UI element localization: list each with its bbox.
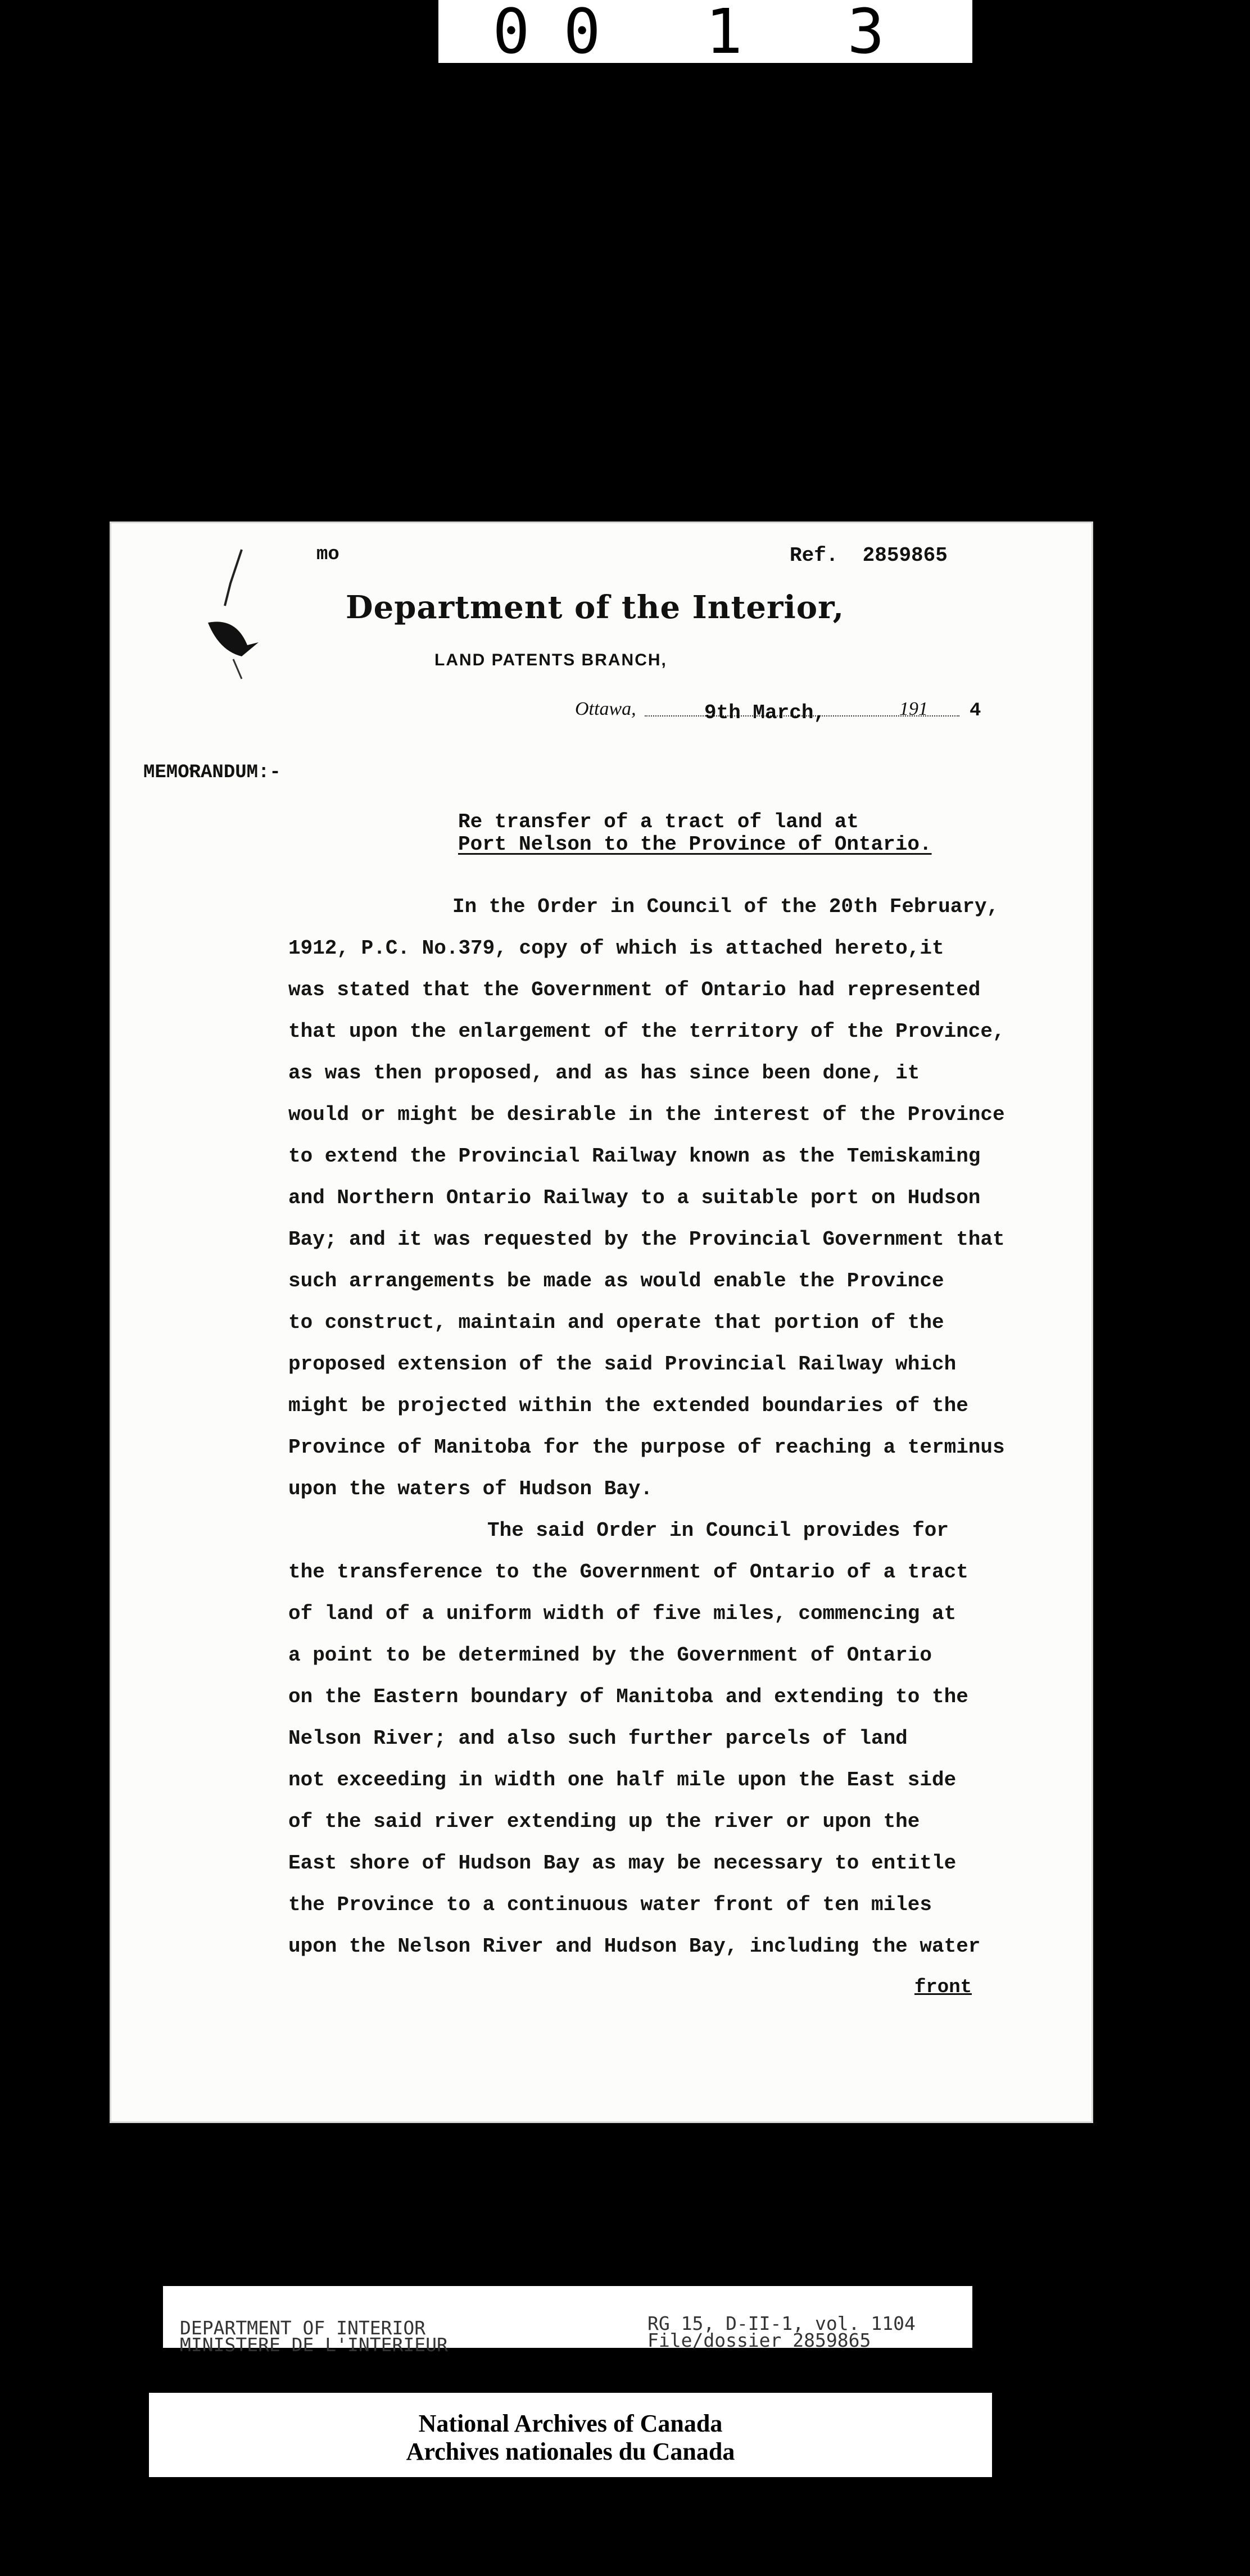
body-line: to extend the Provincial Railway known as the Temiskaming	[288, 1145, 981, 1168]
body-line: Province of Manitoba for the purpose of reaching a terminus	[288, 1436, 1005, 1459]
body-line: East shore of Hudson Bay as may be necessary to entitle	[288, 1852, 957, 1875]
archive-name-banner	[149, 2393, 992, 2477]
archive-reference-label	[163, 2286, 972, 2356]
year-prefix: 191	[899, 699, 928, 719]
subject-line-1: Re transfer of a tract of land at	[458, 810, 859, 833]
branch-heading: LAND PATENTS BRANCH,	[434, 651, 667, 669]
body-line: would or might be desirable in the interest of the Province	[288, 1103, 1005, 1126]
body-line: a point to be determined by the Government of Ontario	[288, 1644, 932, 1667]
body-line: upon the waters of Hudson Bay.	[288, 1477, 653, 1500]
place-label: Ottawa,	[575, 699, 636, 719]
body-line: In the Order in Council of the 20th February,	[452, 895, 999, 918]
memorandum-label: MEMORANDUM:-	[143, 762, 281, 783]
department-label	[180, 2317, 448, 2356]
filing-code: mo	[316, 544, 339, 565]
catchword: front	[914, 1977, 972, 1998]
body-line: the transference to the Government of Ontario of a tract	[288, 1561, 968, 1584]
body-line: not exceeding in width one half mile upon the East side	[288, 1768, 957, 1792]
reference-number	[790, 544, 948, 567]
body-line: the Province to a continuous water front of ten miles	[288, 1893, 932, 1916]
department-heading: Department of the Interior,	[346, 589, 845, 626]
body-line: to construct, maintain and operate that portion of the	[288, 1311, 944, 1334]
body-line: proposed extension of the said Provincial Railway which	[288, 1353, 957, 1376]
body-line: might be projected within the extended boundaries of the	[288, 1394, 968, 1417]
year-suffix: 4	[970, 700, 981, 722]
body-line: 1912, P.C. No.379, copy of which is attached hereto,it	[288, 937, 944, 960]
record-group: RG 15, D-II-1, vol. 1104	[647, 2312, 916, 2334]
subject-line-2: Port Nelson to the Province of Ontario.	[458, 833, 932, 856]
body-line: of the said river extending up the river or upon the	[288, 1810, 920, 1833]
body-line: Bay; and it was requested by the Provincial Government that	[288, 1228, 1005, 1251]
memo-date: 9th March,	[704, 701, 826, 724]
body-line: as was then proposed, and as has since been done, it	[288, 1062, 920, 1085]
archive-name-en: National Archives of Canada	[418, 2410, 723, 2437]
file-number: File/dossier 2859865	[647, 2329, 871, 2351]
department-label-fr: MINISTERE DE L'INTERIEUR	[180, 2334, 448, 2356]
record-group-label	[647, 2312, 916, 2351]
archive-name-fr: Archives nationales du Canada	[406, 2438, 735, 2465]
body-line: on the Eastern boundary of Manitoba and extending to the	[288, 1685, 968, 1708]
department-label-en: DEPARTMENT OF INTERIOR	[180, 2317, 426, 2339]
body-line: Nelson River; and also such further parcels of land	[288, 1727, 908, 1750]
body-line: was stated that the Government of Ontario had represented	[288, 978, 981, 1001]
body-line: such arrangements be made as would enable the Province	[288, 1269, 944, 1292]
body-line: upon the Nelson River and Hudson Bay, including the water	[288, 1935, 981, 1958]
ref-value: 2859865	[862, 544, 948, 567]
body-line: The said Order in Council provides for	[487, 1519, 949, 1542]
memorandum-page	[110, 521, 1093, 2123]
body-line: of land of a uniform width of five miles, commencing at	[288, 1602, 957, 1625]
seal-mark-icon	[174, 544, 287, 690]
body-line: and Northern Ontario Railway to a suitable port on Hudson	[288, 1186, 981, 1209]
subject-heading	[458, 811, 932, 856]
body-line: that upon the enlargement of the territory of the Province,	[288, 1020, 1005, 1043]
frame-number: 00 1 3 1 1	[438, 0, 972, 63]
ref-label: Ref.	[790, 544, 839, 567]
